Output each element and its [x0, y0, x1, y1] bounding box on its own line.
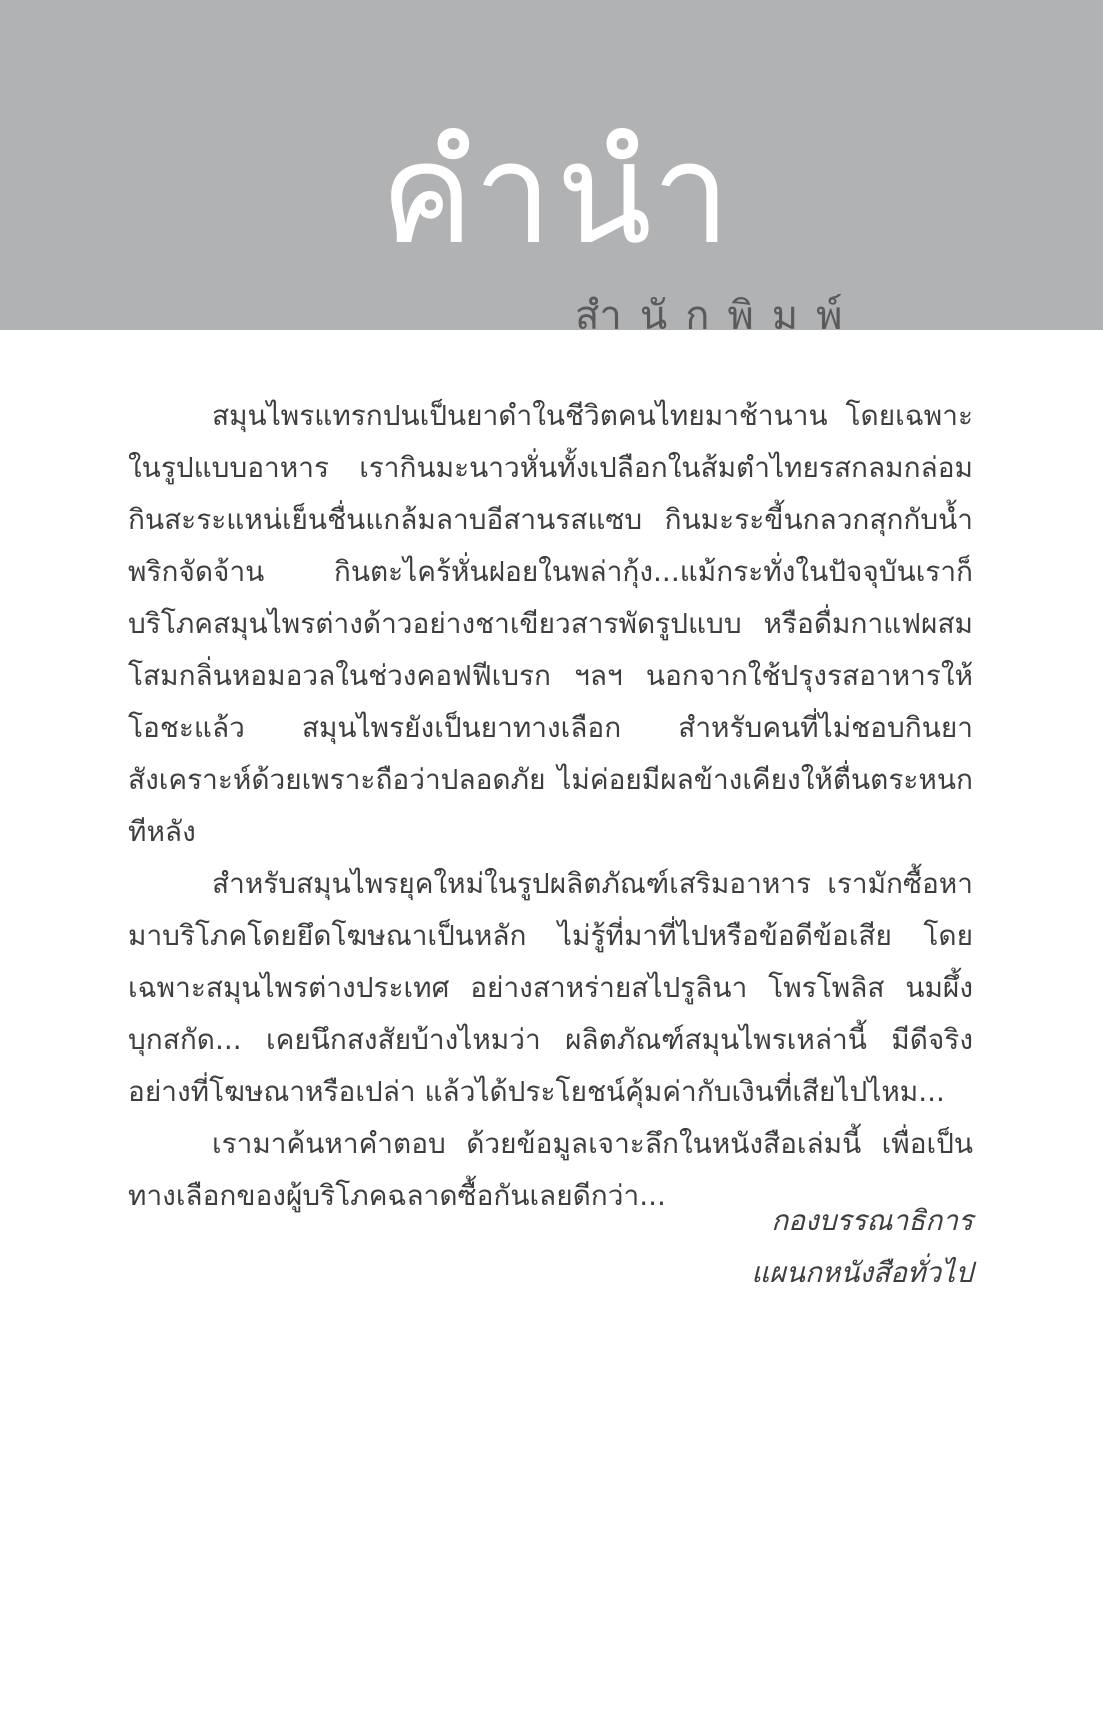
paragraph-3: เรามาค้นหาคำตอบ ด้วยข้อมูลเจาะลึกในหนังสือเล่มนี้ เพื่อเป็นทางเลือกของผู้บริโภคฉลาดซื้อกันเลยดีกว่า...: [128, 1127, 973, 1212]
paragraph-2: สำหรับสมุนไพรยุคใหม่ในรูปผลิตภัณฑ์เสริมอาหาร เรามักซื้อหามาบริโภคโดยยึดโฆษณาเป็นหลัก ไม่รู้ที่มาที่ไปหรือข้อดีข้อเสีย โดยเฉพาะสมุนไพรต่างประเทศ อย่างสาหร่ายสไปรูลินา โพรโพลิส นมผึ้ง บุกสกัด... เคยนึกสงสัยบ้างไหมว่า ผลิตภัณฑ์สมุนไพรเหล่านี้ มีดีจริงอย่างที่โฆษณาหรือเปล่า แล้วได้ประโยชน์คุ้มค่ากับเงินที่เสียไปไหม...: [128, 867, 973, 1108]
body-text: [128, 390, 973, 1222]
paragraph-1: สมุนไพรแทรกปนเป็นยาดำในชีวิตคนไทยมาช้านาน โดยเฉพาะในรูปแบบอาหาร เรากินมะนาวหั่นทั้งเปลือกในส้มตำไทยรสกลมกล่อม กินสะระแหน่เย็นชื่นแกล้มลาบอีสานรสแซบ กินมะระขี้นกลวกสุกกับน้ำพริกจัดจ้าน กินตะไคร้หั่นฝอยในพล่ากุ้ง...แม้กระทั่งในปัจจุบันเราก็บริโภคสมุนไพรต่างด้าวอย่างชาเขียวสารพัดรูปแบบ หรือดื่มกาแฟผสมโสมกลิ่นหอมอวลในช่วงคอฟฟีเบรก ฯลฯ นอกจากใช้ปรุงรสอาหารให้โอชะแล้ว สมุนไพรยังเป็นยาทางเลือก สำหรับคนที่ไม่ชอบกินยาสังเคราะห์ด้วยเพราะถือว่าปลอดภัย ไม่ค่อยมีผลข้างเคียงให้ตื่นตระหนกทีหลัง: [128, 399, 973, 848]
page-subtitle: สำนักพิมพ์: [575, 293, 861, 339]
page-title: คำนำ: [380, 113, 735, 276]
signature: [751, 1195, 973, 1299]
signature-editorial: กองบรรณาธิการ: [771, 1204, 973, 1237]
header-band: [0, 0, 1103, 330]
signature-department: แผนกหนังสือทั่วไป: [751, 1256, 973, 1289]
